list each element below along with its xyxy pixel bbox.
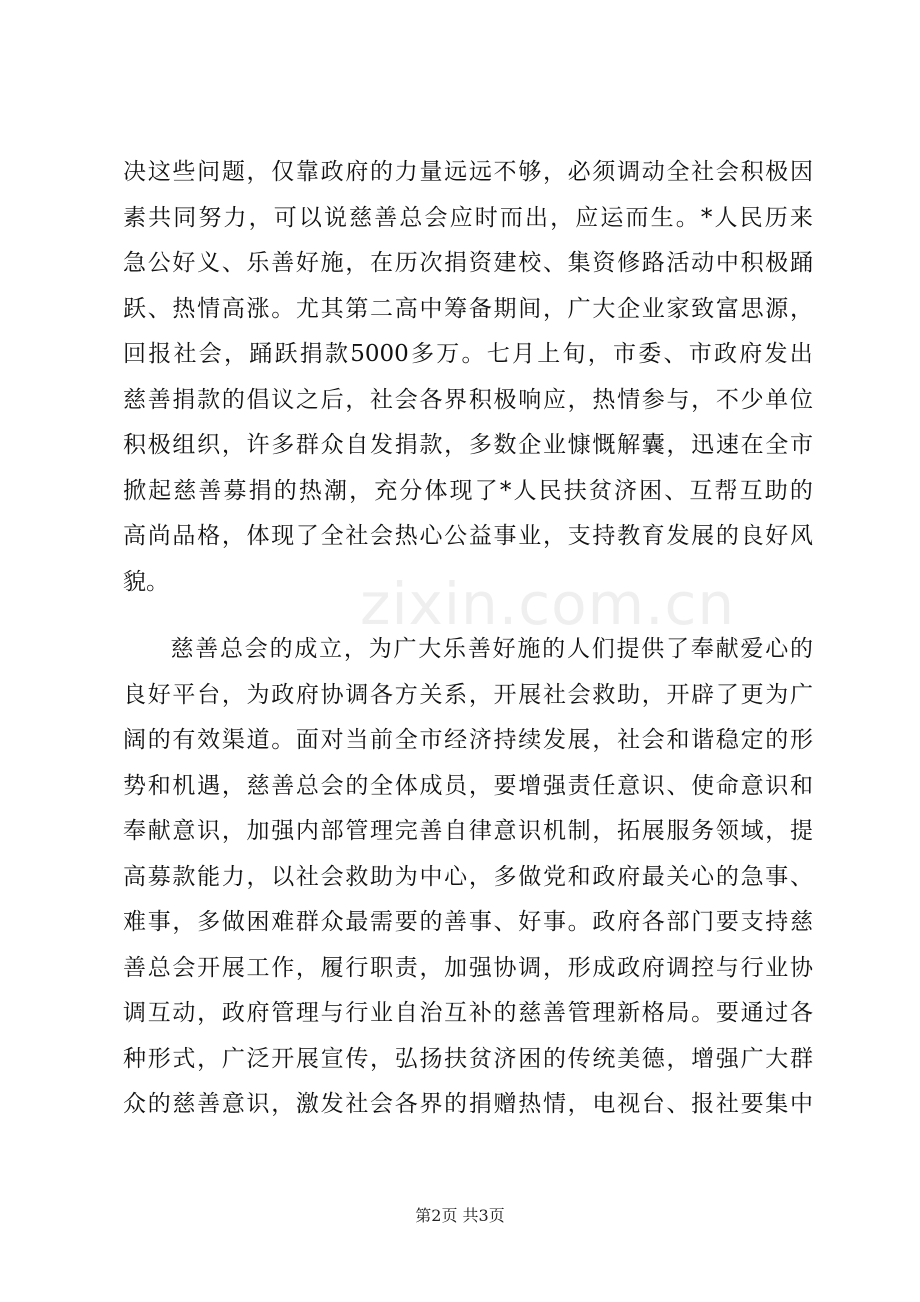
text-line: 高 募 款 能 力 ， 以 社 会 救 助 为 中 心 ， 多 做 党 和 政 府 最 关 心 的 急 事 、 — [123, 863, 813, 890]
text-line: 积 极 组 织 ， 许 多 群 众 自 发 捐 款 ， 多 数 企 业 慷 慨 解 囊 ， 迅 速 在 全 市 — [123, 432, 813, 458]
text-line: 阔 的 有 效 渠 道 。 面 对 当 前 全 市 经 济 持 续 发 展 ， 社 会 和 谐 稳 定 的 形 — [123, 727, 813, 753]
text-line: 慈 善 总 会 的 成 立 ， 为 广 大 乐 善 好 施 的 人 们 提 供 了 奉 献 爱 心 的 — [170, 636, 813, 662]
text-line: 急 公 好 义 、 乐 善 好 施 ， 在 历 次 捐 资 建 校 、 集 资 修 路 活 动 中 积 极 踊 — [123, 250, 813, 276]
text-line: 奉 献 意 识 ， 加 强 内 部 管 理 完 善 自 律 意 识 机 制 ， 拓 展 服 务 领 域 ， 提 — [123, 818, 813, 844]
text-line: 种 形 式 ， 广 泛 开 展 宣 传 ， 弘 扬 扶 贫 济 困 的 传 统 美 德 ， 增 强 广 大 群 — [123, 1045, 813, 1072]
page-footer: 第2页 共3页 — [415, 1206, 505, 1225]
text-line: 难 事 ， 多 做 困 难 群 众 最 需 要 的 善 事 、 好 事 。 政 府 各 部 门 要 支 持 慈 — [123, 909, 813, 935]
text-line: 掀 起 慈 善 募 捐 的 热 潮 ， 充 分 体 现 了 * 人 民 扶 贫 济 困 、 互 帮 互 助 的 — [123, 477, 813, 504]
text-line: 良 好 平 台 ， 为 政 府 协 调 各 方 关 系 ， 开 展 社 会 救 助 ， 开 辟 了 更 为 广 — [123, 681, 813, 708]
text-line: 高 尚 品 格 ， 体 现 了 全 社 会 热 心 公 益 事 业 ， 支 持 教 育 发 展 的 良 好 风 — [123, 523, 813, 549]
text-line: 貌 。 — [123, 568, 169, 595]
text-line: 素 共 同 努 力 ， 可 以 说 慈 善 总 会 应 时 而 出 ， 应 运 而 生 。 * 人 民 历 来 — [123, 204, 813, 231]
paragraph-2 — [123, 627, 813, 1128]
text-line: 回 报 社 会 ， 踊 跃 捐 款 5000 多 万 。 七 月 上 旬 ， 市 委 、 市 政 府 发 出 — [123, 341, 813, 367]
watermark: zixin.com.cn — [360, 570, 736, 638]
document-body — [123, 150, 813, 1128]
text-line: 善 总 会 开 展 工 作 ， 履 行 职 责 ， 加 强 协 调 ， 形 成 政 府 调 控 与 行 业 协 — [123, 954, 813, 981]
text-line: 决 这 些 问 题 ， 仅 靠 政 府 的 力 量 远 远 不 够 ， 必 须 调 动 全 社 会 积 极 因 — [123, 159, 813, 185]
text-line: 势 和 机 遇 ， 慈 善 总 会 的 全 体 成 员 ， 要 增 强 责 任 意 识 、 使 命 意 识 和 — [123, 772, 813, 799]
text-line: 众 的 慈 善 意 识 ， 激 发 社 会 各 界 的 捐 赠 热 情 ， 电 视 台 、 报 社 要 集 中 — [123, 1091, 813, 1117]
text-line: 调 互 动 ， 政 府 管 理 与 行 业 自 治 互 补 的 慈 善 管 理 新 格 局 。 要 通 过 各 — [123, 1000, 813, 1026]
paragraph-1 — [123, 150, 813, 605]
text-line: 慈 善 捐 款 的 倡 议 之 后 ， 社 会 各 界 积 极 响 应 ， 热 情 参 与 ， 不 少 单 位 — [123, 386, 813, 413]
text-line: 跃 、 热 情 高 涨 。 尤 其 第 二 高 中 筹 备 期 间 ， 广 大 企 业 家 致 富 思 源 ， — [123, 295, 813, 322]
